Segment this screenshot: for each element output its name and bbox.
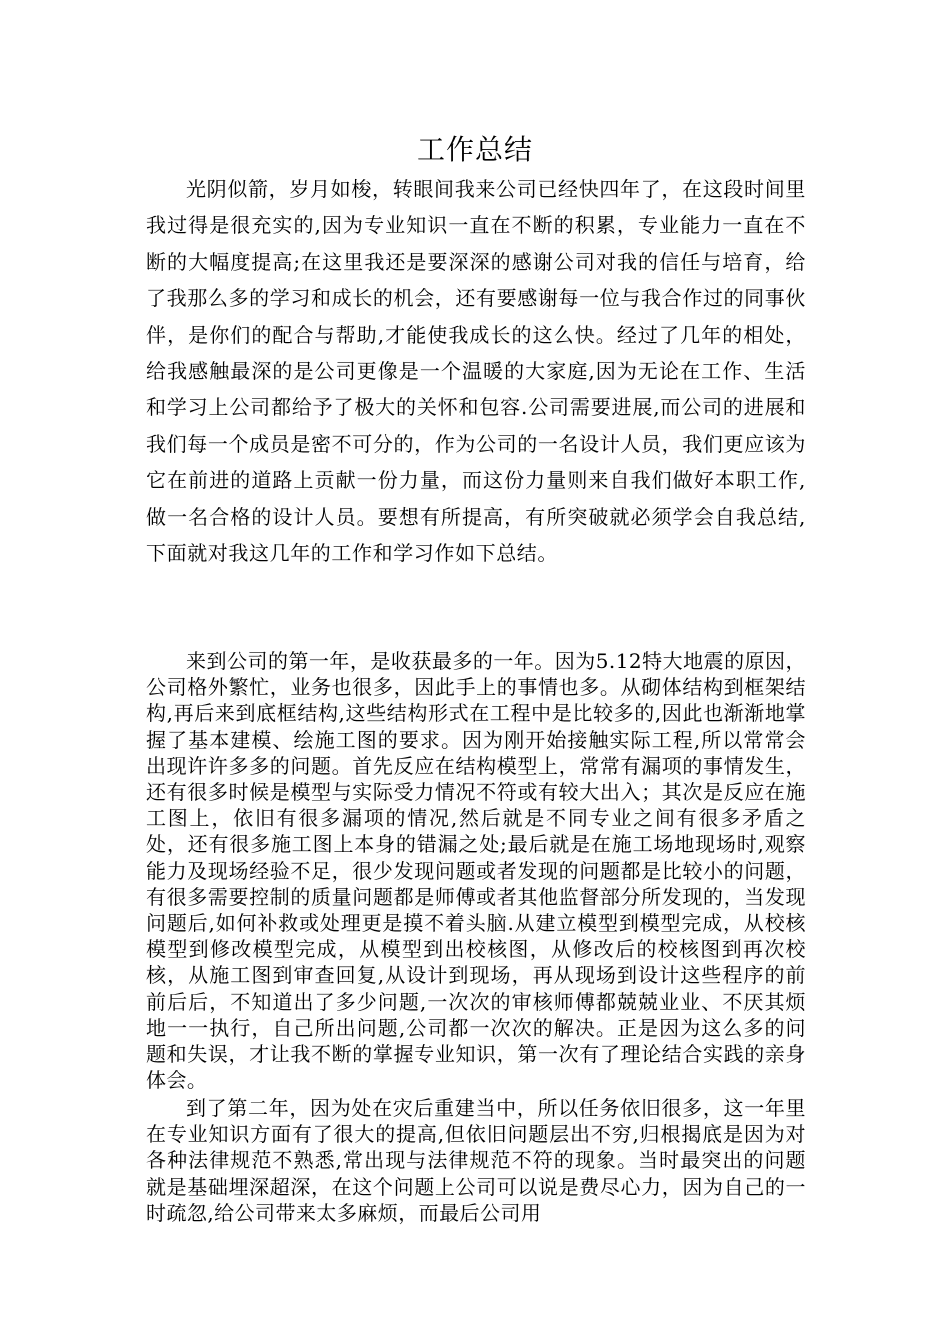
paragraph-second-year: 到了第二年，因为处在灾后重建当中，所以任务依旧很多，这一年里在专业知识方面有了很大的提高,但依旧问题层出不穷,归根揭底是因为对各种法律规范不熟悉,常出现与法律规范不符的现象。当时最突出的问题就是基础埋深超深，在这个问题上公司可以说是费尽心力，因为自己的一时疏忽,给公司带来太多麻烦，而最后公司用 [146,1096,806,1225]
paragraph-first-year: 来到公司的第一年，是收获最多的一年。因为5.12特大地震的原因，公司格外繁忙，业务也很多，因此手上的事情也多。从砌体结构到框架结构,再后来到底框结构,这些结构形式在工程中是比较多的,因此也渐渐地掌握了基本建模、绘施工图的要求。因为刚开始接触实际工程,所以常常会出现许许多多的问题。首先反应在结构模型上，常常有漏项的事情发生，还有很多时候是模型与实际受力情况不符或有较大出入；其次是反应在施工图上，依旧有很多漏项的情况,然后就是不同专业之间有很多矛盾之处，还有很多施工图上本身的错漏之处;最后就是在施工场地现场时,观察能力及现场经验不足，很少发现问题或者发现的问题都是比较小的问题，有很多需要控制的质量问题都是师傅或者其他监督部分所发现的，当发现问题后,如何补救或处理更是摸不着头脑.从建立模型到模型完成，从校核模型到修改模型完成，从模型到出校核图，从修改后的校核图到再次校核，从施工图到审查回复,从设计到现场，再从现场到设计这些程序的前前后后，不知道出了多少问题,一次次的审核师傅都兢兢业业、不厌其烦地一一执行，自己所出问题,公司都一次次的解决。正是因为这么多的问题和失误，才让我不断的掌握专业知识，第一次有了理论结合实践的亲身体会。 [146,649,806,1093]
document-title: 工作总结 [416,133,533,166]
paragraph-intro: 光阴似箭，岁月如梭，转眼间我来公司已经快四年了，在这段时间里我过得是很充实的,因为专业知识一直在不断的积累，专业能力一直在不断的大幅度提高;在这里我还是要深深的感谢公司对我的信任与培育，给了我那么多的学习和成长的机会，还有要感谢每一位与我合作过的同事伙伴，是你们的配合与帮助,才能使我成长的这么快。经过了几年的相处，给我感触最深的是公司更像是一个温暖的大家庭,因为无论在工作、生活和学习上公司都给予了极大的关怀和包容.公司需要进展,而公司的进展和我们每一个成员是密不可分的，作为公司的一名设计人员，我们更应该为它在前进的道路上贡献一份力量，而这份力量则来自我们做好本职工作,做一名合格的设计人员。要想有所提高，有所突破就必须学会自我总结,下面就对我这几年的工作和学习作如下总结。 [146,177,806,566]
